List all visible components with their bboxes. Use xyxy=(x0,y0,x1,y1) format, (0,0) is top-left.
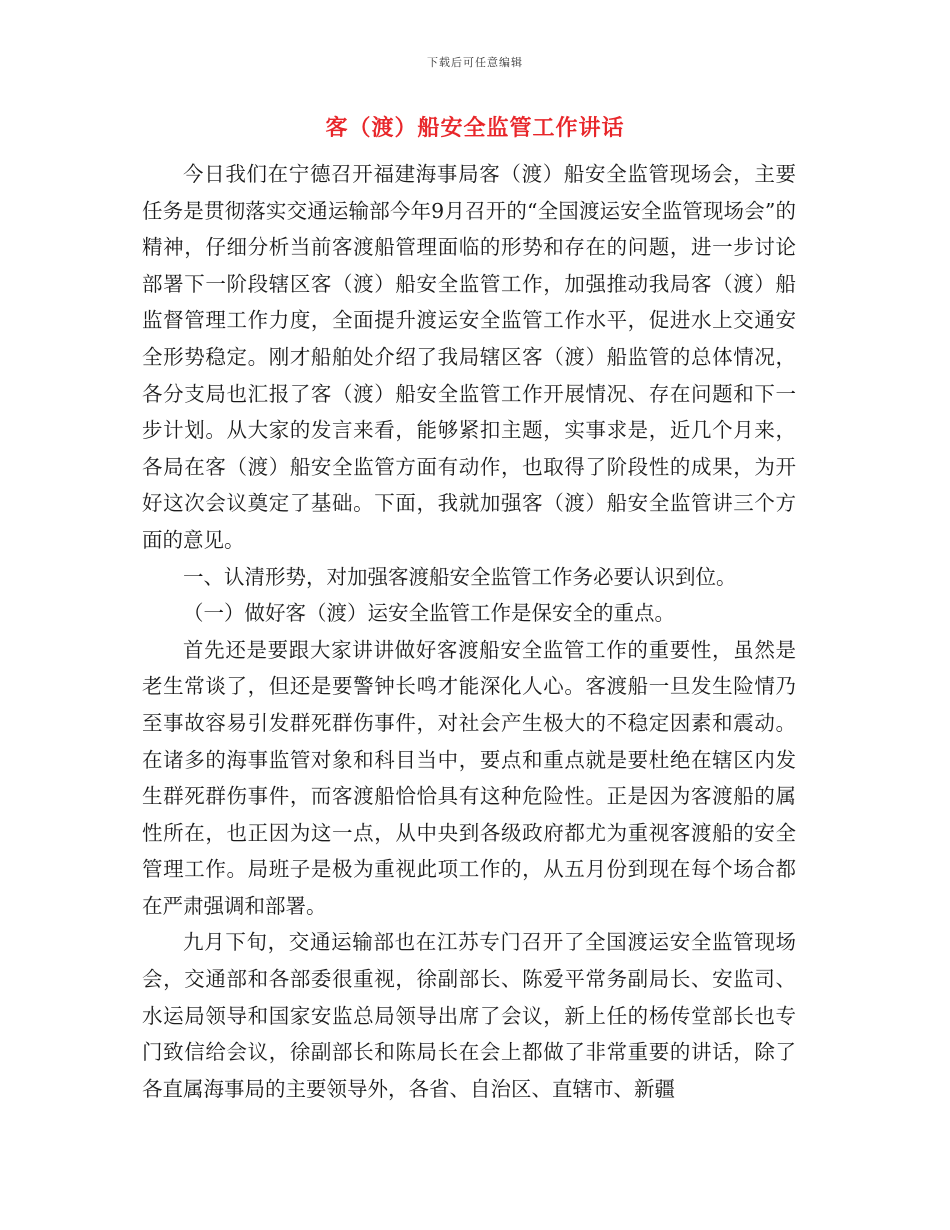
subsection-heading-1: （一）做好客（渡）运安全监管工作是保安全的重点。 xyxy=(183,601,675,626)
section-heading-1: 一、认清形势，对加强客渡船安全监管工作务必要认识到位。 xyxy=(183,564,737,589)
paragraph-national-meeting: 九月下旬，交通运输部也在江苏专门召开了全国渡运安全监管现场会，交通部和各部委很重视，徐副部长、陈爱平常务副局长、安监司、水运局领导和国家安监总局领导出席了会议，新上任的杨传堂部长也专门致信给会议，徐副部长和陈局长在会上都做了非常重要的讲话，除了各直属海事局的主要领导外，各省、自治区、直辖市、新疆 xyxy=(142,930,796,1101)
document-body xyxy=(142,156,796,1107)
page-header-note: 下载后可任意编辑 xyxy=(427,56,523,69)
paragraph-intro: 今日我们在宁德召开福建海事局客（渡）船安全监管现场会，主要任务是贯彻落实交通运输部今年9月召开的“全国渡运安全监管现场会”的精神，仔细分析当前客渡船管理面临的形势和存在的问题，进一步讨论部署下一阶段辖区客（渡）船安全监管工作，加强推动我局客（渡）船监督管理工作力度，全面提升渡运安全监管工作水平，促进水上交通安全形势稳定。刚才船舶处介绍了我局辖区客（渡）船监管的总体情况，各分支局也汇报了客（渡）船安全监管工作开展情况、存在问题和下一步计划。从大家的发言来看，能够紧扣主题，实事求是，近几个月来，各局在客（渡）船安全监管方面有动作，也取得了阶段性的成果，为开好这次会议奠定了基础。下面，我就加强客（渡）船安全监管讲三个方面的意见。 xyxy=(142,162,796,552)
paragraph-importance: 首先还是要跟大家讲讲做好客渡船安全监管工作的重要性，虽然是老生常谈了，但还是要警钟长鸣才能深化人心。客渡船一旦发生险情乃至事故容易引发群死群伤事件，对社会产生极大的不稳定因素和震动。在诸多的海事监管对象和科目当中，要点和重点就是要杜绝在辖区内发生群死群伤事件，而客渡船恰恰具有这种危险性。正是因为客渡船的属性所在，也正因为这一点，从中央到各级政府都尤为重视客渡船的安全管理工作。局班子是极为重视此项工作的，从五月份到现在每个场合都在严肃强调和部署。 xyxy=(142,637,796,918)
document-title: 客（渡）船安全监管工作讲话 xyxy=(325,115,625,141)
